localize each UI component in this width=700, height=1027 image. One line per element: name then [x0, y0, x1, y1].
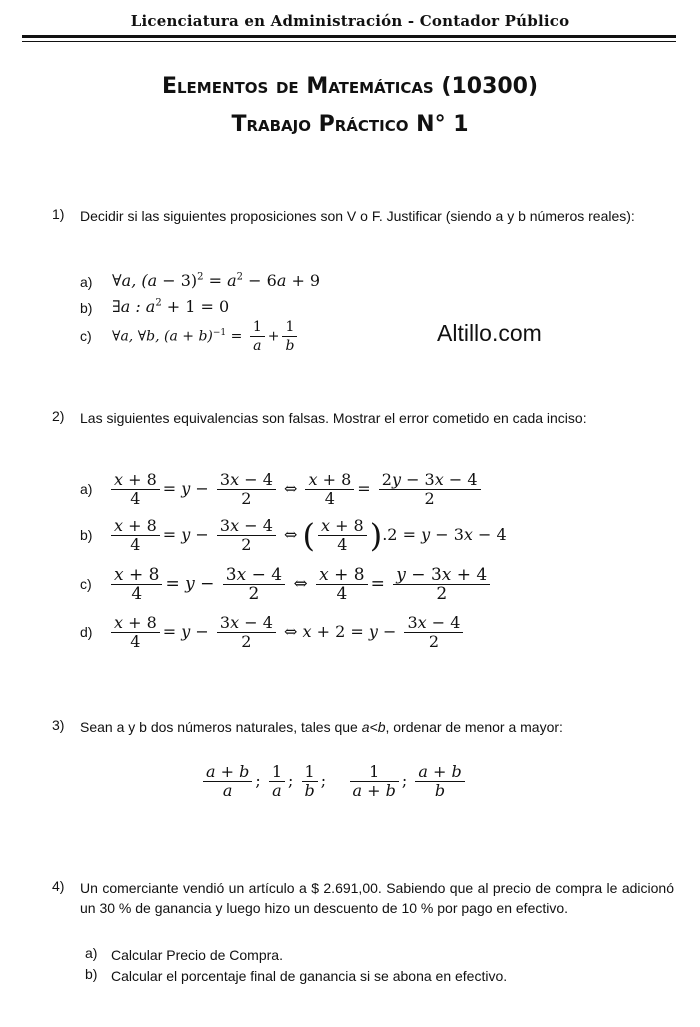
q2-text: Las siguientes equivalencias son falsas. Mostrar el error cometido en cada inciso:	[80, 410, 587, 426]
q2-item-a-label: a)	[80, 481, 93, 497]
document-subtitle: Trabajo Práctico N° 1	[231, 112, 469, 137]
q2-item-a-formula: $\frac{x + 8}{4}$ = y − $\frac{3x - 4}{2}$ ⇔ $\frac{x + 8}{4}$ = $\frac{2y - 3x - 4}{2}$	[108, 471, 484, 508]
q2-item-b-formula: $\frac{x + 8}{4}$ = y − $\frac{3x - 4}{2}$ ⇔ ( $\frac{x + 8}{4}$ ).2 = y − 3x − 4	[108, 517, 507, 554]
q3-number: 3)	[52, 717, 65, 733]
q2-item-d-formula: $\frac{x + 8}{4}$ = y − $\frac{3x - 4}{2}$ ⇔ x + 2 = y − $\frac{3x - 4}{2}$	[108, 614, 466, 651]
header-rule-thin	[22, 41, 676, 42]
q3-text: Sean a y b dos números naturales, tales que a<b, ordenar de menor a mayor:	[80, 719, 563, 735]
q1-text: Decidir si las siguientes proposiciones son V o F. Justificar (siendo a y b números reales):	[80, 208, 635, 224]
q4-item-a-label: a)	[85, 945, 98, 961]
q1-number: 1)	[52, 206, 65, 222]
q3-expressions: $\frac{a + b}{a}$ ; $\frac{1}{a}$ ; $\frac{1}{b}$ ; $\frac{1}{a + b}$ ; $\frac{a + b}{b}$	[200, 763, 468, 800]
q4-text: Un comerciante vendió un artículo a $ 2.691,00. Sabiendo que al precio de compra le adicionó un 30 % de ganancia y luego hizo un descuento de 10 % por pago en efectivo.	[80, 880, 674, 916]
q2-number: 2)	[52, 408, 65, 424]
q4-item-b-label: b)	[85, 966, 98, 982]
q4-item-b-text: Calcular el porcentaje final de ganancia si se abona en efectivo.	[111, 968, 508, 984]
q1-item-b-formula: ∃a : $a^2 + 1 = 0$	[112, 297, 230, 316]
q2-item-b-label: b)	[80, 527, 93, 543]
q4-number: 4)	[52, 878, 65, 894]
document-title: Elementos de Matemáticas (10300)	[161, 74, 539, 99]
q1-item-b-label: b)	[80, 300, 93, 316]
q2-item-c-label: c)	[80, 576, 92, 592]
q1-item-a-label: a)	[80, 274, 93, 290]
q1-item-c-label: c)	[80, 328, 92, 344]
q4-item-a-text: Calcular Precio de Compra.	[111, 947, 283, 963]
q2-item-d-label: d)	[80, 624, 93, 640]
q1-item-a-formula: ∀a, $(a - 3)^2 = a^2 - 6a + 9$	[112, 271, 321, 290]
header-rule-thick	[22, 35, 676, 38]
q2-item-c-formula: $\frac{x + 8}{4}$ = y − $\frac{3x - 4}{2}$ ⇔ $\frac{x + 8}{4}$ = $\frac{y - 3x + 4}{2}$	[108, 566, 493, 603]
watermark-text: Altillo.com	[437, 320, 542, 346]
q1-item-c-formula: ∀a, ∀b, $(a + b)^{-1}$ = $\frac{1}{a}$ + $\frac{1}{b}$	[112, 318, 300, 355]
running-header: Licenciatura en Administración - Contador Público	[130, 12, 570, 30]
